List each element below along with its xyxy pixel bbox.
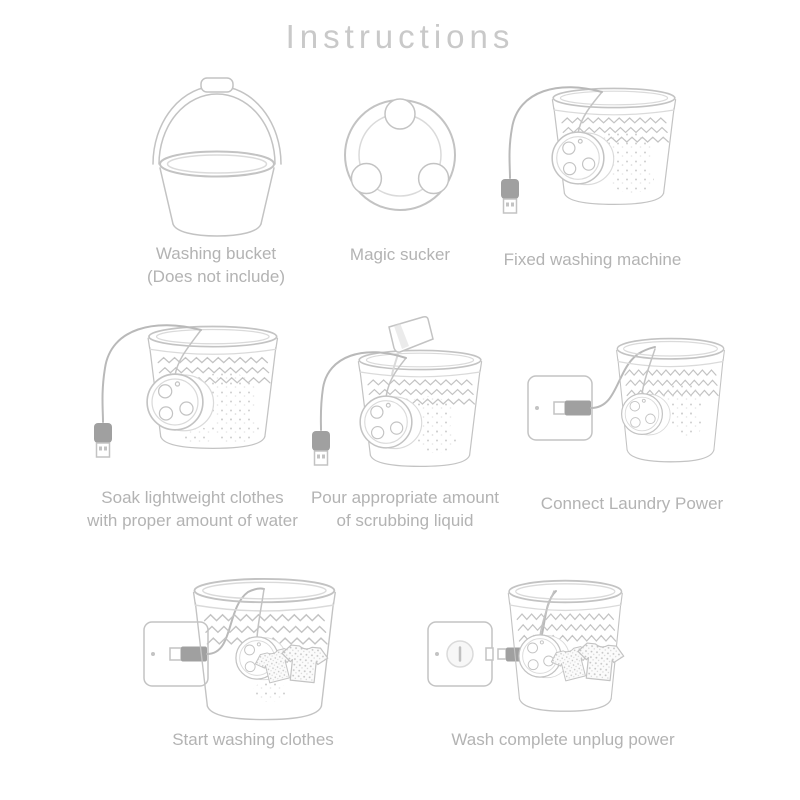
usb-plug-icon xyxy=(501,179,519,213)
soak-clothes-icon xyxy=(85,318,300,484)
step-caption xyxy=(490,248,695,271)
usb-plug-icon xyxy=(94,423,112,457)
caption-line: Soak lightweight clothes xyxy=(101,488,284,507)
step-caption xyxy=(85,486,300,532)
washer-in-bucket-icon xyxy=(490,78,695,240)
usb-plug-icon xyxy=(312,431,330,465)
unplug-power-icon xyxy=(420,574,706,724)
step-caption xyxy=(120,728,386,751)
caption-line: Fixed washing machine xyxy=(503,250,682,269)
step-washing-bucket xyxy=(118,72,314,288)
step-magic-sucker xyxy=(340,95,460,266)
caption-line: Washing bucket xyxy=(155,244,277,263)
caption-line: of scrubbing liquid xyxy=(336,511,474,530)
step-caption xyxy=(118,242,314,288)
step-connect-power xyxy=(518,330,746,515)
step-fixed-washing-machine xyxy=(490,78,695,271)
caption-line: Start washing clothes xyxy=(172,730,334,749)
usb-plug-icon xyxy=(181,647,207,662)
connect-power-icon xyxy=(518,330,746,480)
start-washing-icon xyxy=(120,574,386,724)
detergent-sachet-icon xyxy=(389,317,433,352)
usb-plug-icon xyxy=(565,401,591,416)
caption-line: (Does not include) xyxy=(147,267,285,286)
pour-liquid-icon xyxy=(300,312,510,484)
step-soak-clothes xyxy=(85,318,300,532)
bucket-icon xyxy=(118,72,314,242)
magic-sucker-icon xyxy=(340,95,460,215)
caption-line: Connect Laundry Power xyxy=(540,494,724,513)
step-caption xyxy=(518,492,746,515)
step-start-washing xyxy=(120,574,386,751)
caption-line: Pour appropriate amount xyxy=(310,488,500,507)
step-unplug-power xyxy=(420,574,706,751)
step-pour-liquid xyxy=(300,312,510,532)
page-title: Instructions xyxy=(285,18,515,55)
caption-line: with proper amount of water xyxy=(87,511,298,530)
step-caption xyxy=(340,243,460,266)
step-caption xyxy=(300,486,510,532)
caption-line: Wash complete unplug power xyxy=(451,730,675,749)
caption-line: Magic sucker xyxy=(349,245,451,264)
step-caption xyxy=(420,728,706,751)
